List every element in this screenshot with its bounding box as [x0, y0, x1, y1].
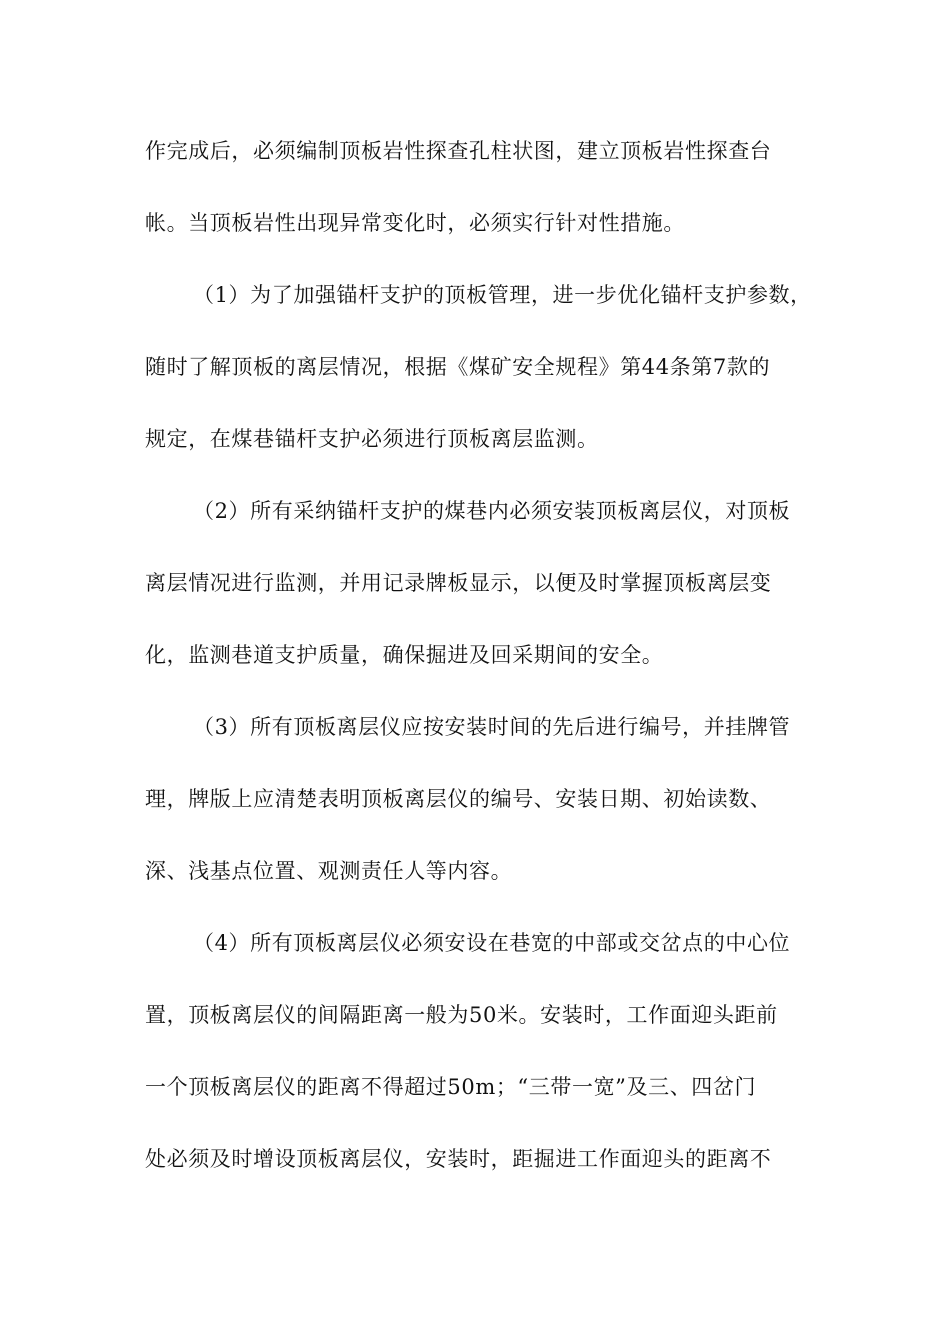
- text-line: 随时了解顶板的离层情况，根据《煤矿安全规程》第44条第7款的: [145, 355, 771, 379]
- text-line: 帐。当顶板岩性出现异常变化时，必须实行针对性措施。: [145, 211, 685, 235]
- paragraph-line: （4）所有顶板离层仪必须安设在巷宽的中部或交岔点的中心位: [193, 931, 791, 955]
- text-line: 置，顶板离层仪的间隔距离一般为50米。安装时，工作面迎头距前: [145, 1003, 778, 1027]
- text-line: 处必须及时增设顶板离层仪，安装时，距掘进工作面迎头的距离不: [145, 1147, 772, 1171]
- text-line: 化，监测巷道支护质量，确保掘进及回采期间的安全。: [145, 643, 664, 667]
- paragraph-line: （3）所有顶板离层仪应按安装时间的先后进行编号，并挂牌管: [193, 715, 791, 739]
- text-line: 一个顶板离层仪的距离不得超过50m；“三带一宽”及三、四岔门: [145, 1075, 757, 1099]
- text-line: 离层情况进行监测，并用记录牌板显示，以便及时掌握顶板离层变: [145, 571, 772, 595]
- paragraph-line: （1）为了加强锚杆支护的顶板管理，进一步优化锚杆支护参数，: [193, 283, 812, 307]
- paragraph-line: （2）所有采纳锚杆支护的煤巷内必须安装顶板离层仪，对顶板: [193, 499, 791, 523]
- text-line: 作完成后，必须编制顶板岩性探查孔柱状图，建立顶板岩性探查台: [145, 139, 772, 163]
- text-line: 深、浅基点位置、观测责任人等内容。: [145, 859, 513, 883]
- text-line: 规定，在煤巷锚杆支护必须进行顶板离层监测。: [145, 427, 599, 451]
- text-line: 理，牌版上应清楚表明顶板离层仪的编号、安装日期、初始读数、: [145, 787, 772, 811]
